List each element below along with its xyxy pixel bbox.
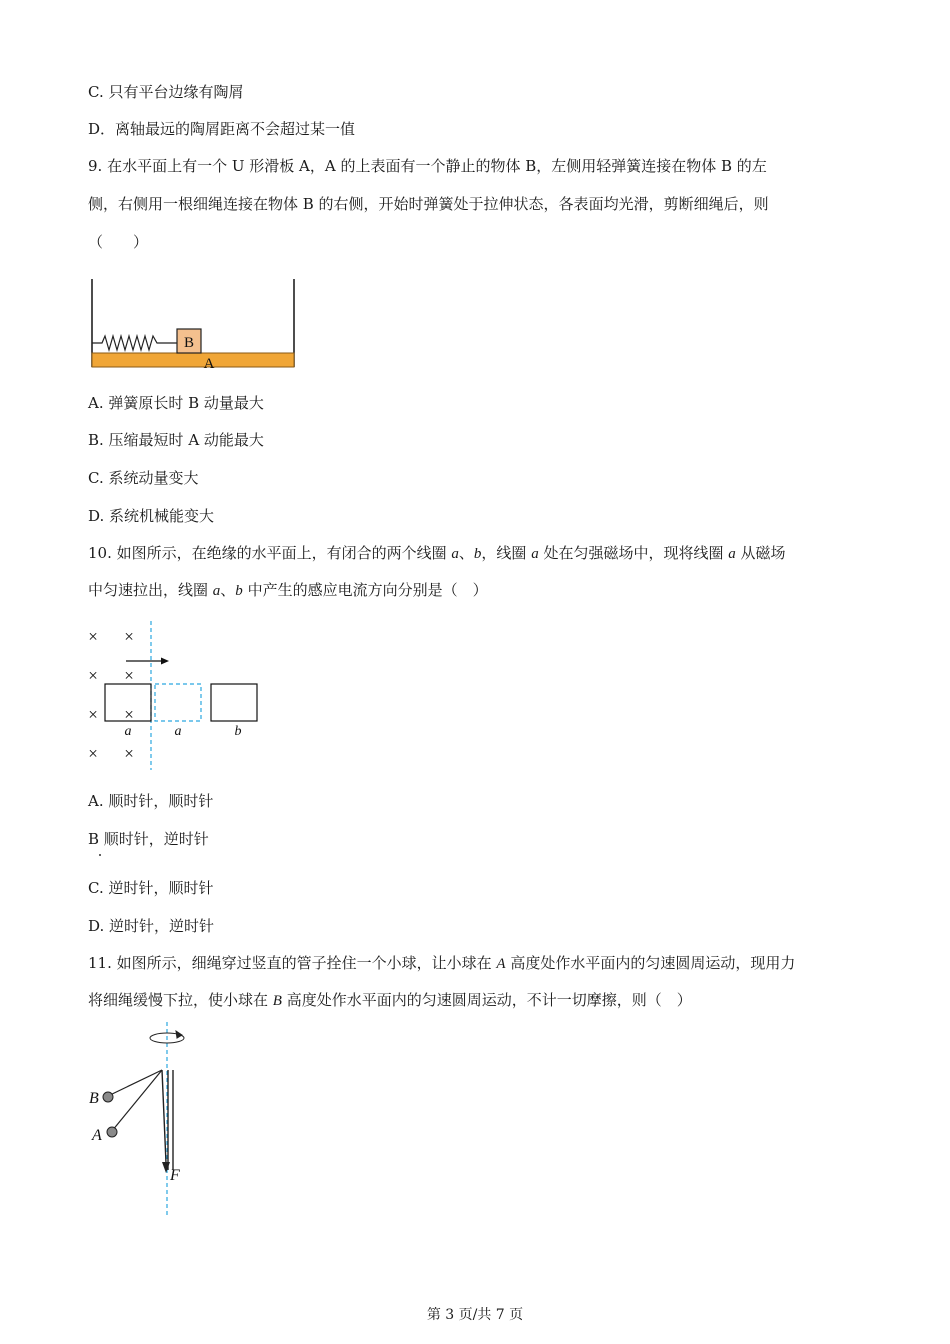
- ball-b: [103, 1092, 113, 1102]
- q9-option-b: B. 压缩最短时 A 动能最大: [88, 431, 264, 449]
- label-a: A: [92, 1127, 102, 1144]
- q10-option-d: D. 逆时针，逆时针: [88, 917, 215, 935]
- ball-a: [107, 1127, 117, 1137]
- q9-option-c: C. 系统动量变大: [88, 469, 199, 487]
- page-footer: 第 3 页/共 7 页: [426, 1307, 524, 1323]
- vertical-tube: [168, 1070, 173, 1170]
- board-a: [92, 353, 294, 367]
- svg-text:×: ×: [88, 666, 98, 685]
- spring: [92, 336, 177, 350]
- q10-stem-line1: 10. 如图所示，在绝缘的水平面上，有闭合的两个线圈 a、b，线圈 a 处在匀强磁场中，现将线圈 a 从磁场: [88, 544, 786, 562]
- q10-option-b: B 顺时针，逆时针: [88, 830, 209, 848]
- svg-text:×: ×: [88, 627, 98, 646]
- stray-dot: [99, 854, 101, 856]
- coil-a-moved: [155, 684, 201, 721]
- board-a-label: A: [203, 356, 215, 371]
- block-b-label: B: [183, 335, 195, 351]
- q11-stem-line1: 11. 如图所示，细绳穿过竖直的管子拴住一个小球，让小球在 A 高度处作水平面内的匀速圆周运动，现用力: [88, 954, 796, 972]
- q8-option-c: C. 只有平台边缘有陶屑: [88, 83, 244, 101]
- coil-a-initial-label: a: [124, 724, 132, 739]
- svg-text:×: ×: [124, 666, 134, 685]
- string-down: [162, 1070, 166, 1163]
- q10-option-a: A. 顺时针，顺时针: [88, 792, 214, 810]
- q9-option-a: A. 弹簧原长时 B 动量最大: [88, 394, 264, 412]
- q9-option-d: D. 系统机械能变大: [88, 507, 215, 525]
- label-b: B: [89, 1090, 99, 1107]
- svg-text:×: ×: [124, 627, 134, 646]
- q8-option-d: D．离轴最远的陶屑距离不会超过某一值: [88, 120, 356, 138]
- q10-option-c: C. 逆时针，顺时针: [88, 879, 214, 897]
- q10-figure: [80, 618, 280, 774]
- q9-figure: [88, 275, 300, 371]
- coil-b-label: b: [234, 724, 242, 739]
- q11-figure: [80, 1020, 200, 1220]
- svg-text:×: ×: [88, 705, 98, 724]
- magnetic-field-crosses: [88, 627, 134, 763]
- coil-a-moved-label: a: [174, 724, 182, 739]
- q11-stem-line2: 将细绳缓慢下拉，使小球在 B 高度处作水平面内的匀速圆周运动，不计一切摩擦，则（ ）: [88, 991, 692, 1009]
- string-to-a: [112, 1070, 162, 1131]
- string-to-b: [108, 1070, 162, 1096]
- q9-answer-bracket: （ ）: [88, 233, 149, 251]
- coil-b: [211, 684, 257, 721]
- velocity-arrow: [126, 658, 169, 665]
- label-f: F: [170, 1167, 180, 1184]
- q10-stem-line2: 中匀速拉出，线圈 a、b 中产生的感应电流方向分别是（ ）: [88, 581, 488, 599]
- svg-text:×: ×: [124, 744, 134, 763]
- svg-text:×: ×: [124, 705, 134, 724]
- q9-stem-line2: 侧，右侧用一根细绳连接在物体 B 的右侧，开始时弹簧处于拉伸状态，各表面均光滑，剪断细绳后，则: [88, 195, 769, 213]
- force-arrow: [162, 1162, 170, 1173]
- svg-text:×: ×: [88, 744, 98, 763]
- q9-stem-line1: 9. 在水平面上有一个 U 形滑板 A，A 的上表面有一个静止的物体 B，左侧用轻弹簧连接在物体 B 的左: [88, 157, 767, 175]
